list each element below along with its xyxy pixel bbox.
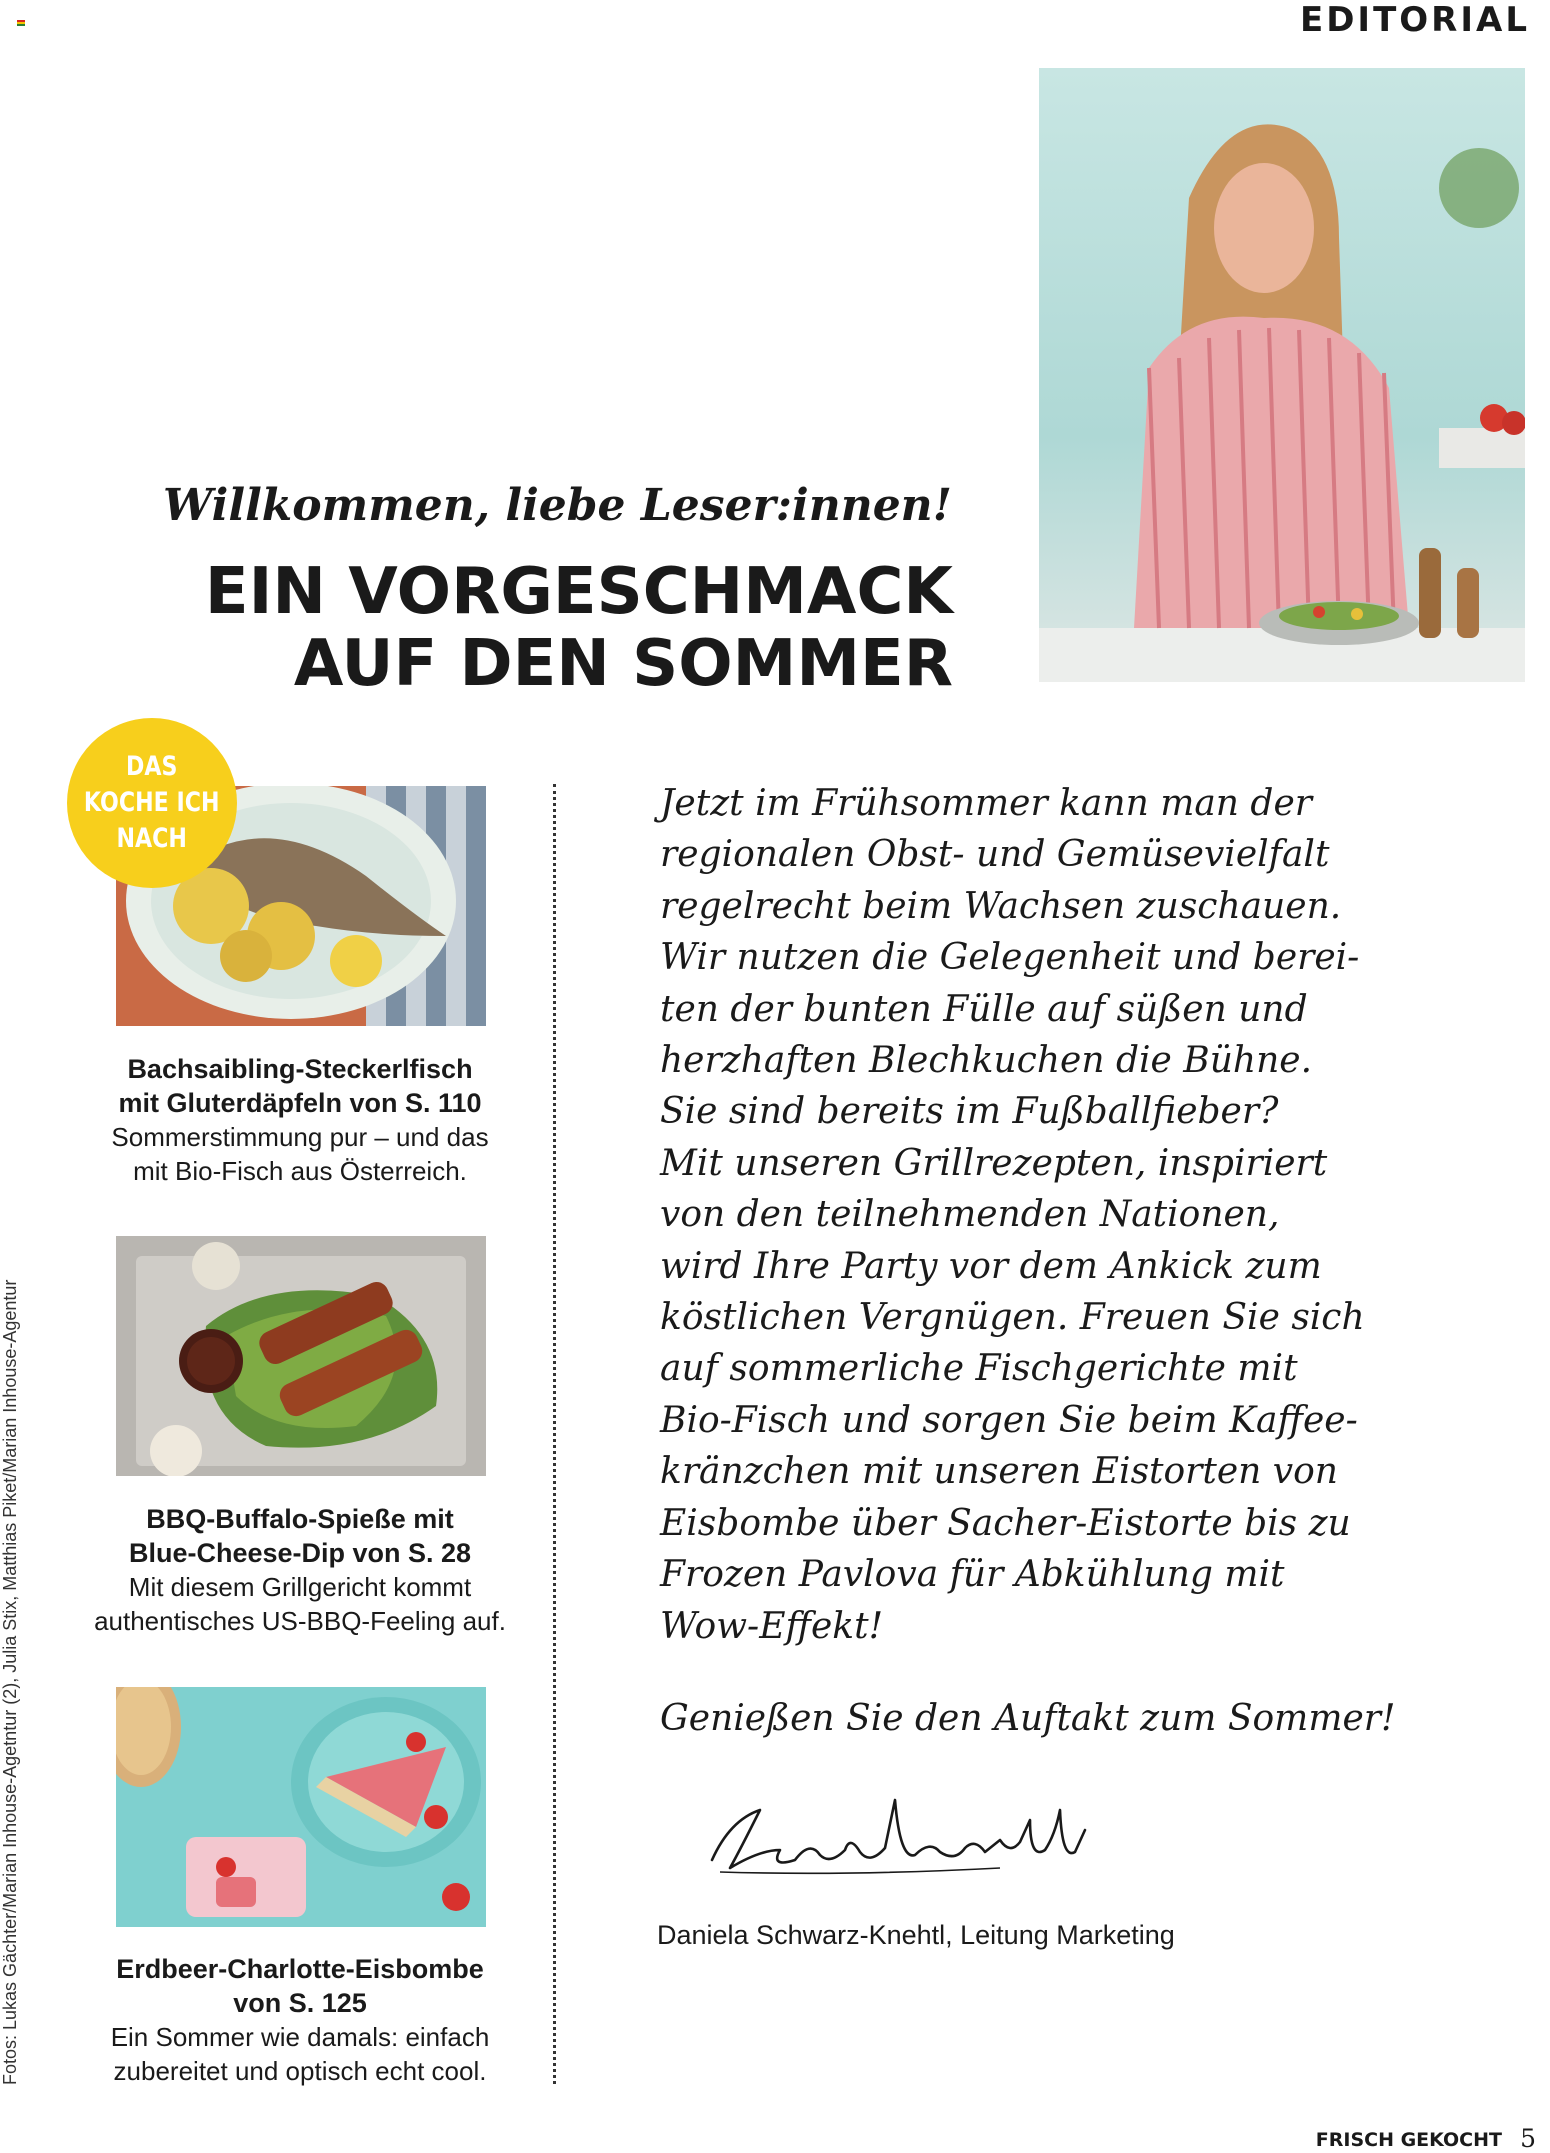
section-label: EDITORIAL [1299, 0, 1530, 40]
recipe-title: von S. 125 [233, 1988, 367, 2018]
recipe-title: Blue-Cheese-Dip von S. 28 [128, 1538, 472, 1568]
badge-line: KOCHE ICH [84, 787, 220, 818]
body-line: Wow-Effekt! [660, 1605, 884, 1647]
body-line: kränzchen mit unseren Eistorten von [660, 1451, 1338, 1493]
recipe-image-icecream [116, 1687, 486, 1927]
editorial-body [660, 778, 1400, 1652]
body-line: Wir nutzen die Gelegenheit und berei- [660, 937, 1360, 979]
badge-line: NACH [116, 823, 188, 854]
body-line: regelrecht beim Wachsen zuschauen. [660, 885, 1342, 927]
body-line: Frozen Pavlova für Abkühlung mit [660, 1554, 1285, 1596]
body-line: herzhaften Blechkuchen die Bühne. [660, 1040, 1313, 1082]
recipe-caption-3 [60, 1952, 540, 2088]
headline-line: EIN VORGESCHMACK [204, 555, 953, 629]
signature [700, 1780, 1120, 1890]
closing-line: Genießen Sie den Auftakt zum Sommer! [660, 1698, 1396, 1739]
recipe-desc: Mit diesem Grillgericht kommt [128, 1572, 472, 1602]
body-line: Bio-Fisch und sorgen Sie beim Kaffee- [660, 1399, 1358, 1441]
photo-credit: Fotos: Lukas Gächter/Marian Inhouse-Agetntur (2), Julia Stix, Matthias Piket/Marian Inhouse-Agentur [0, 1279, 20, 2085]
body-line: regionalen Obst- und Gemüsevielfalt [660, 834, 1330, 876]
body-line: köstlichen Vergnügen. Freuen Sie sich [660, 1297, 1365, 1339]
body-line: Eisbombe über Sacher-Eistorte bis zu [660, 1502, 1351, 1544]
body-line: Jetzt im Frühsommer kann man der [660, 783, 1312, 824]
footer-brand: FRISCH GEKOCHT [1315, 2129, 1502, 2151]
author-photo [1039, 68, 1525, 682]
recipe-desc: Sommerstimmung pur – und das [111, 1122, 489, 1152]
author-line: Daniela Schwarz-Knehtl, Leitung Marketing [657, 1920, 1175, 1950]
flag-icon [17, 20, 25, 26]
recommendation-badge [67, 718, 237, 888]
recipe-image-skewers [116, 1236, 486, 1476]
recipe-title: mit Gluterdäpfeln von S. 110 [118, 1088, 482, 1118]
body-line: wird Ihre Party vor dem Ankick zum [660, 1245, 1322, 1287]
body-line: ten der bunten Fülle auf süßen und [660, 988, 1308, 1030]
headline-line: AUF DEN SOMMER [293, 627, 953, 701]
kicker: Willkommen, liebe Leser:innen! [163, 480, 952, 531]
recipe-caption-1 [60, 1052, 540, 1188]
column-divider [553, 784, 556, 2084]
badge-line: DAS [126, 751, 178, 782]
page-number: 5 [1520, 2124, 1536, 2153]
body-line: Sie sind bereits im Fußballfieber? [660, 1091, 1279, 1133]
recipe-title: Erdbeer-Charlotte-Eisbombe [116, 1954, 484, 1984]
recipe-desc: zubereitet und optisch echt cool. [113, 2056, 487, 2086]
headline [205, 556, 953, 700]
recipe-title: Bachsaibling-Steckerlfisch [127, 1054, 473, 1084]
recipe-desc: Ein Sommer wie damals: einfach [110, 2022, 490, 2052]
recipe-title: BBQ-Buffalo-Spieße mit [146, 1504, 454, 1534]
body-line: von den teilnehmenden Nationen, [660, 1194, 1280, 1236]
recipe-desc: authentisches US-BBQ-Feeling auf. [94, 1606, 506, 1636]
recipe-caption-2 [60, 1502, 540, 1638]
recipe-desc: mit Bio-Fisch aus Österreich. [133, 1156, 467, 1186]
body-line: auf sommerliche Fischgerichte mit [660, 1348, 1298, 1390]
body-line: Mit unseren Grillrezepten, inspiriert [660, 1142, 1328, 1184]
